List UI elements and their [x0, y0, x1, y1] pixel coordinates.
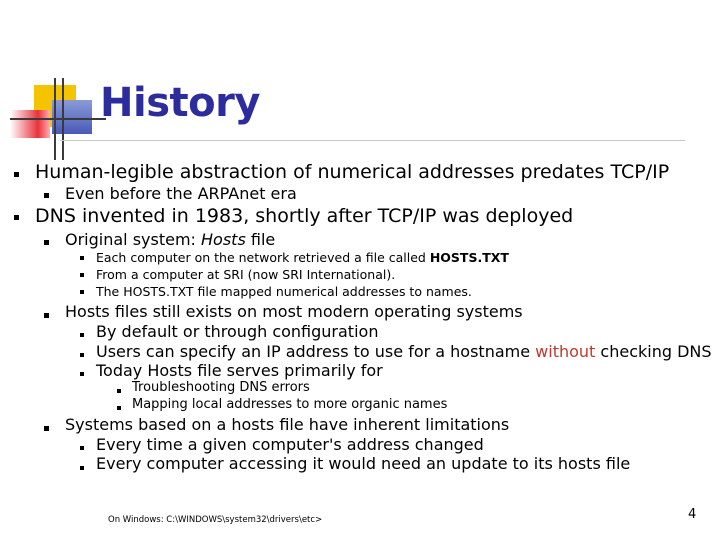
bullet-2-1-3: The HOSTS.TXT file mapped numerical addresses to names. — [96, 284, 472, 299]
page-number: 4 — [688, 507, 697, 522]
bullet-marker — [44, 426, 49, 431]
bullet-marker — [44, 313, 49, 318]
bullet-2-2-3: Today Hosts file serves primarily for — [96, 361, 383, 380]
title-divider — [60, 140, 685, 141]
slide-logo — [0, 0, 110, 160]
bullet-marker — [80, 466, 84, 470]
bullet-marker — [117, 406, 121, 410]
bullet-2-1-2: From a computer at SRI (now SRI International). — [96, 267, 396, 282]
bullet-marker — [80, 446, 84, 450]
bullet-1: Human-legible abstraction of numerical addresses predates TCP/IP — [35, 161, 670, 183]
bullet-2-2-1: By default or through configuration — [96, 322, 379, 341]
bullet-1-1: Even before the ARPAnet era — [65, 184, 297, 203]
bullet-marker — [80, 353, 84, 357]
bullet-2-2: Hosts files still exists on most modern operating systems — [65, 302, 523, 321]
bullet-marker — [80, 256, 84, 260]
bullet-marker — [14, 215, 19, 220]
bullet-2-3-2: Every computer accessing it would need an update to its hosts file — [96, 454, 631, 473]
bullet-2-3: Systems based on a hosts file have inherent limitations — [65, 415, 510, 434]
bullet-2: DNS invented in 1983, shortly after TCP/IP was deployed — [35, 205, 574, 227]
bullet-2-1-1: Each computer on the network retrieved a file called HOSTS.TXT — [96, 250, 509, 265]
bullet-marker — [80, 372, 84, 376]
bullet-marker — [80, 290, 84, 294]
bullet-2-1: Original system: Hosts file — [65, 230, 276, 249]
bullet-2-2-3-1: Troubleshooting DNS errors — [132, 380, 310, 395]
bullet-marker — [80, 333, 84, 337]
bullet-marker — [44, 193, 49, 198]
bullet-marker — [44, 240, 49, 245]
bullet-2-2-2: Users can specify an IP address to use for a hostname without checking DNS — [96, 342, 712, 361]
bullet-marker — [14, 172, 19, 177]
footnote: On Windows: C:\WINDOWS\system32\drivers\etc> — [108, 515, 323, 525]
slide-title: History — [100, 80, 260, 126]
bullet-marker — [117, 389, 121, 393]
bullet-2-2-3-2: Mapping local addresses to more organic names — [132, 397, 448, 412]
bullet-marker — [80, 273, 84, 277]
bullet-2-3-1: Every time a given computer's address changed — [96, 435, 484, 454]
